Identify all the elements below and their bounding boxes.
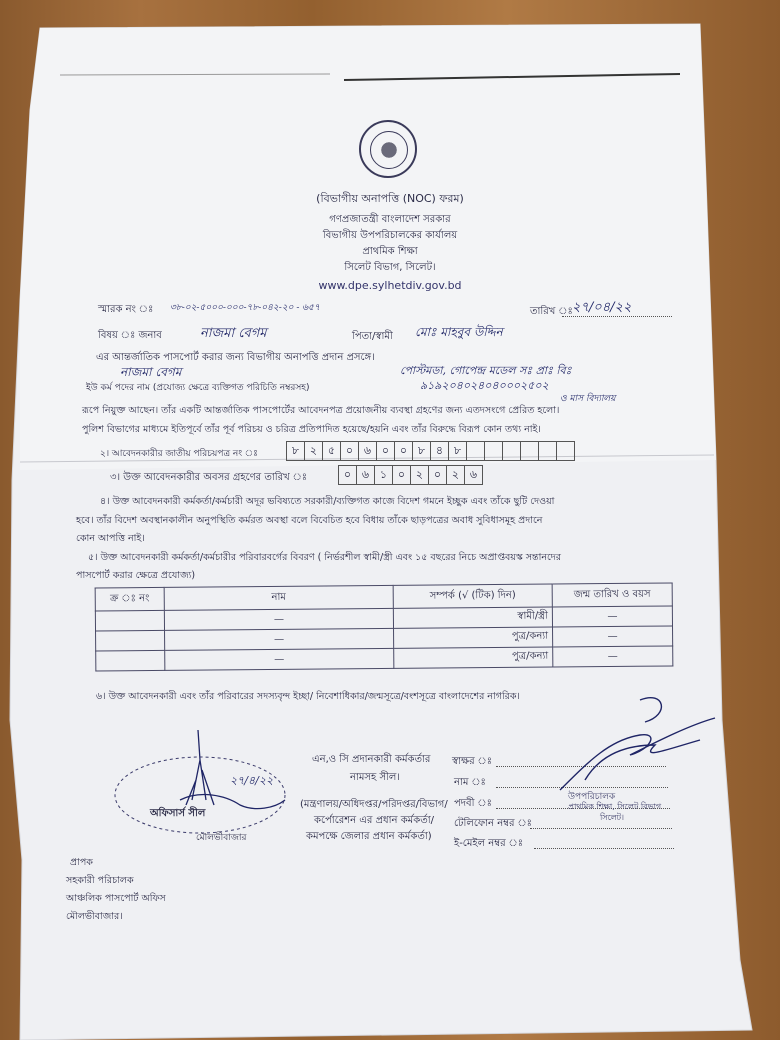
- date-label: তারিখ ঃ: [530, 306, 573, 317]
- digit-box: ০: [428, 465, 447, 485]
- left-signature-icon: [180, 730, 285, 809]
- row-relation: পুত্র/কন্যা: [394, 627, 553, 648]
- row-dob: —: [553, 626, 673, 647]
- header-line4: সিলেট বিভাগ, সিলেট।: [344, 262, 436, 273]
- ministry-line1: (মন্ত্রণালয়/অধিদপ্তর/পরিদপ্তর/বিভাগ/: [300, 799, 448, 810]
- header-line3: প্রাথমিক শিক্ষা: [362, 246, 418, 257]
- digit-box: ৫: [322, 441, 341, 461]
- name-label: নাম ঃ: [454, 777, 486, 788]
- para5-line2: হবে। তাঁর বিদেশ অবস্থানকালীন অনুপস্থিতি কর্মরত অবস্থা বলে বিবেচিত হবে বিধায় তাঁকে ছাড়পত্রের অবাধ সুবিধাসমূহ প্রদানে: [76, 515, 543, 526]
- header-line1: গণপ্রজাতন্ত্রী বাংলাদেশ সরকার: [329, 214, 451, 225]
- phone-label: টেলিফোন নম্বর ঃ: [454, 818, 533, 829]
- row-relation: পুত্র/কন্যা: [394, 647, 553, 668]
- digit-box: ২: [304, 441, 323, 461]
- nid-label: ২। আবেদনকারীর জাতীয় পরিচয়পত্র নং ঃ: [100, 449, 258, 459]
- officer-stamp-sub: প্রাথমিক শিক্ষা, সিলেট বিভাগ: [568, 802, 662, 811]
- left-stamp-office: অফিসার্স সীল: [150, 808, 206, 819]
- post-title-label: পদবী ঃ: [454, 798, 492, 809]
- col-name: নাম: [164, 585, 393, 610]
- website-link: www.dpe.sylhetdiv.gov.bd: [318, 279, 462, 292]
- row-dob: —: [552, 606, 672, 627]
- recipient-line1: সহকারী পরিচালক: [66, 875, 134, 886]
- row-dob: —: [553, 646, 673, 667]
- post-id: ৯১৯২০৪০২৪০৪০০০২৫০২: [420, 379, 549, 392]
- digit-box: ৬: [358, 441, 377, 461]
- header-line2: বিভাগীয় উপপরিচালকের কার্যালয়: [322, 230, 458, 241]
- digit-box: ২: [446, 465, 465, 485]
- digit-box: ৬: [464, 465, 483, 485]
- memo-label: স্মারক নং ঃ: [98, 304, 154, 315]
- digit-box: ৮: [286, 441, 305, 461]
- row-relation: স্বামী/স্ত্রী: [393, 607, 552, 628]
- ministry-line3: কমপক্ষে জেলার প্রধান কর্মকর্তা): [306, 831, 432, 842]
- digit-box: ২: [410, 465, 429, 485]
- officer-stamp-place: সিলেট।: [600, 813, 624, 822]
- para4: পুলিশ বিভাগের মাধ্যমে ইতিপূর্বে তাঁর পূর্ব পরিচয় ও চরিত্র প্রতিপাদিত হয়েছে/হয়নি এবং তাঁর বিরুদ্ধে বিরূপ কোন তথ্য নাই।: [82, 424, 541, 435]
- post-label: ইউ কর্ম পদের নাম (প্রযোজ্য ক্ষেত্রে ব্যক্তিগত পরিচিতি নম্বরসহ): [86, 383, 310, 393]
- retire-label: ৩। উক্ত আবেদনকারীর অবসর গ্রহণের তারিখ ঃ: [110, 472, 308, 483]
- recipient-label: প্রাপক: [70, 857, 93, 868]
- digit-box: ৮: [448, 441, 467, 461]
- email-label: ই-মেইল নম্বর ঃ: [454, 838, 524, 849]
- col-dob: জন্ম তারিখ ও বয়স: [552, 583, 672, 607]
- digit-box: ০: [340, 441, 359, 461]
- digit-box: ০: [338, 465, 357, 485]
- col-serial: ক্র ঃ নং: [95, 587, 164, 611]
- row-name: —: [165, 648, 394, 670]
- father-value: মোঃ মাহবুব উদ্দিন: [415, 325, 503, 339]
- col-relation: সম্পর্ক (√ (টিক) দিন): [393, 584, 552, 608]
- row-name: —: [165, 628, 394, 650]
- para6-line1: ৫। উক্ত আবেদনকারী কর্মকর্তা/কর্মচারীর পরিবারবর্গের বিবরণ ( নির্ভরশীল স্বামী/স্ত্রী এবং ১৫ বছরের নিচে অপ্রাপ্তবয়স্ক সন্তানদের: [88, 552, 562, 563]
- right-signature-icon: [560, 698, 715, 790]
- digit-box: ১: [374, 465, 393, 485]
- sign-label: স্বাক্ষর ঃ: [452, 756, 493, 767]
- left-stamp-date: ২৭/৪/২২: [230, 774, 274, 787]
- sig-title-2: নামসহ সীল।: [350, 772, 400, 783]
- applicant-name: নাজমা বেগম: [120, 365, 182, 379]
- date-value: ২৭/০৪/২২: [572, 300, 632, 315]
- subject-label: বিষয় ঃ জনাব: [98, 330, 162, 341]
- digit-box: ৪: [430, 441, 449, 461]
- post-sub: ও মাস বিদ্যালয়: [560, 394, 616, 404]
- recipient-line3: মৌলভীবাজার।: [66, 911, 123, 922]
- digit-box: ৮: [412, 441, 431, 461]
- digit-box: ০: [376, 441, 395, 461]
- form-title: (বিভাগীয় অনাপত্তি (NOC) ফরম): [316, 192, 464, 205]
- subject-name: নাজমা বেগম: [200, 326, 267, 341]
- ministry-line2: কর্পোরেশন এর প্রধান কর্মকর্তা/: [314, 815, 435, 826]
- father-label: পিতা/স্বামী: [352, 331, 393, 342]
- officer-stamp-title: উপপরিচালক: [568, 792, 616, 802]
- subject-continuation: এর আন্তর্জাতিক পাসপোর্ট করার জন্য বিভাগীয় অনাপত্তি প্রদান প্রসঙ্গে।: [96, 352, 375, 363]
- digit-box: ৬: [356, 465, 375, 485]
- digit-box: ০: [392, 465, 411, 485]
- memo-value: ৩৮-০২-৫০০০-০০০-৭৮-০৪২-২০ - ৬৫৭: [170, 303, 320, 313]
- applicant-rank: পোস্টমডা, গোপেন্দ্র মডেল সঃ প্রাঃ বিঃ: [400, 364, 572, 377]
- para7: ৬। উক্ত আবেদনকারী এবং তাঁর পরিবারের সদস্যবৃন্দ ইচ্ছা/ নিবেশাধিকার/জন্মসূত্রে/বংশসূত্রে বাংলাদেশের নাগরিক।: [96, 691, 520, 702]
- para5-line1: ৪। উক্ত আবেদনকারী কর্মকর্তা/কর্মচারী অদূর ভবিষ্যতে সরকারী/ব্যক্তিগত কাজে বিদেশ গমনে ইচ্ছুক এবং তাঁকে ছুটি দেওয়া: [100, 496, 555, 507]
- para3: রূপে নিয়ুক্ত আছেন। তাঁর একটি আন্তর্জাতিক পাসপোর্টের আবেদনপত্র প্রয়োজনীয় ব্যবস্থা গ্রহণের জন্য এতদসংগে প্রেরিত হলো।: [82, 405, 560, 416]
- row-name: —: [164, 608, 393, 630]
- digit-box: ০: [394, 441, 413, 461]
- recipient-line2: আঞ্চলিক পাসপোর্ট অফিস: [66, 893, 166, 904]
- left-stamp-place: মৌলভীবাজার: [196, 833, 247, 843]
- sig-title-1: এন,ও সি প্রদানকারী কর্মকর্তার: [312, 754, 431, 765]
- para6-line2: পাসপোর্ট করার ক্ষেত্রে প্রযোজ্য): [76, 570, 196, 581]
- para5-line3: কোন আপত্তি নাই।: [76, 533, 145, 544]
